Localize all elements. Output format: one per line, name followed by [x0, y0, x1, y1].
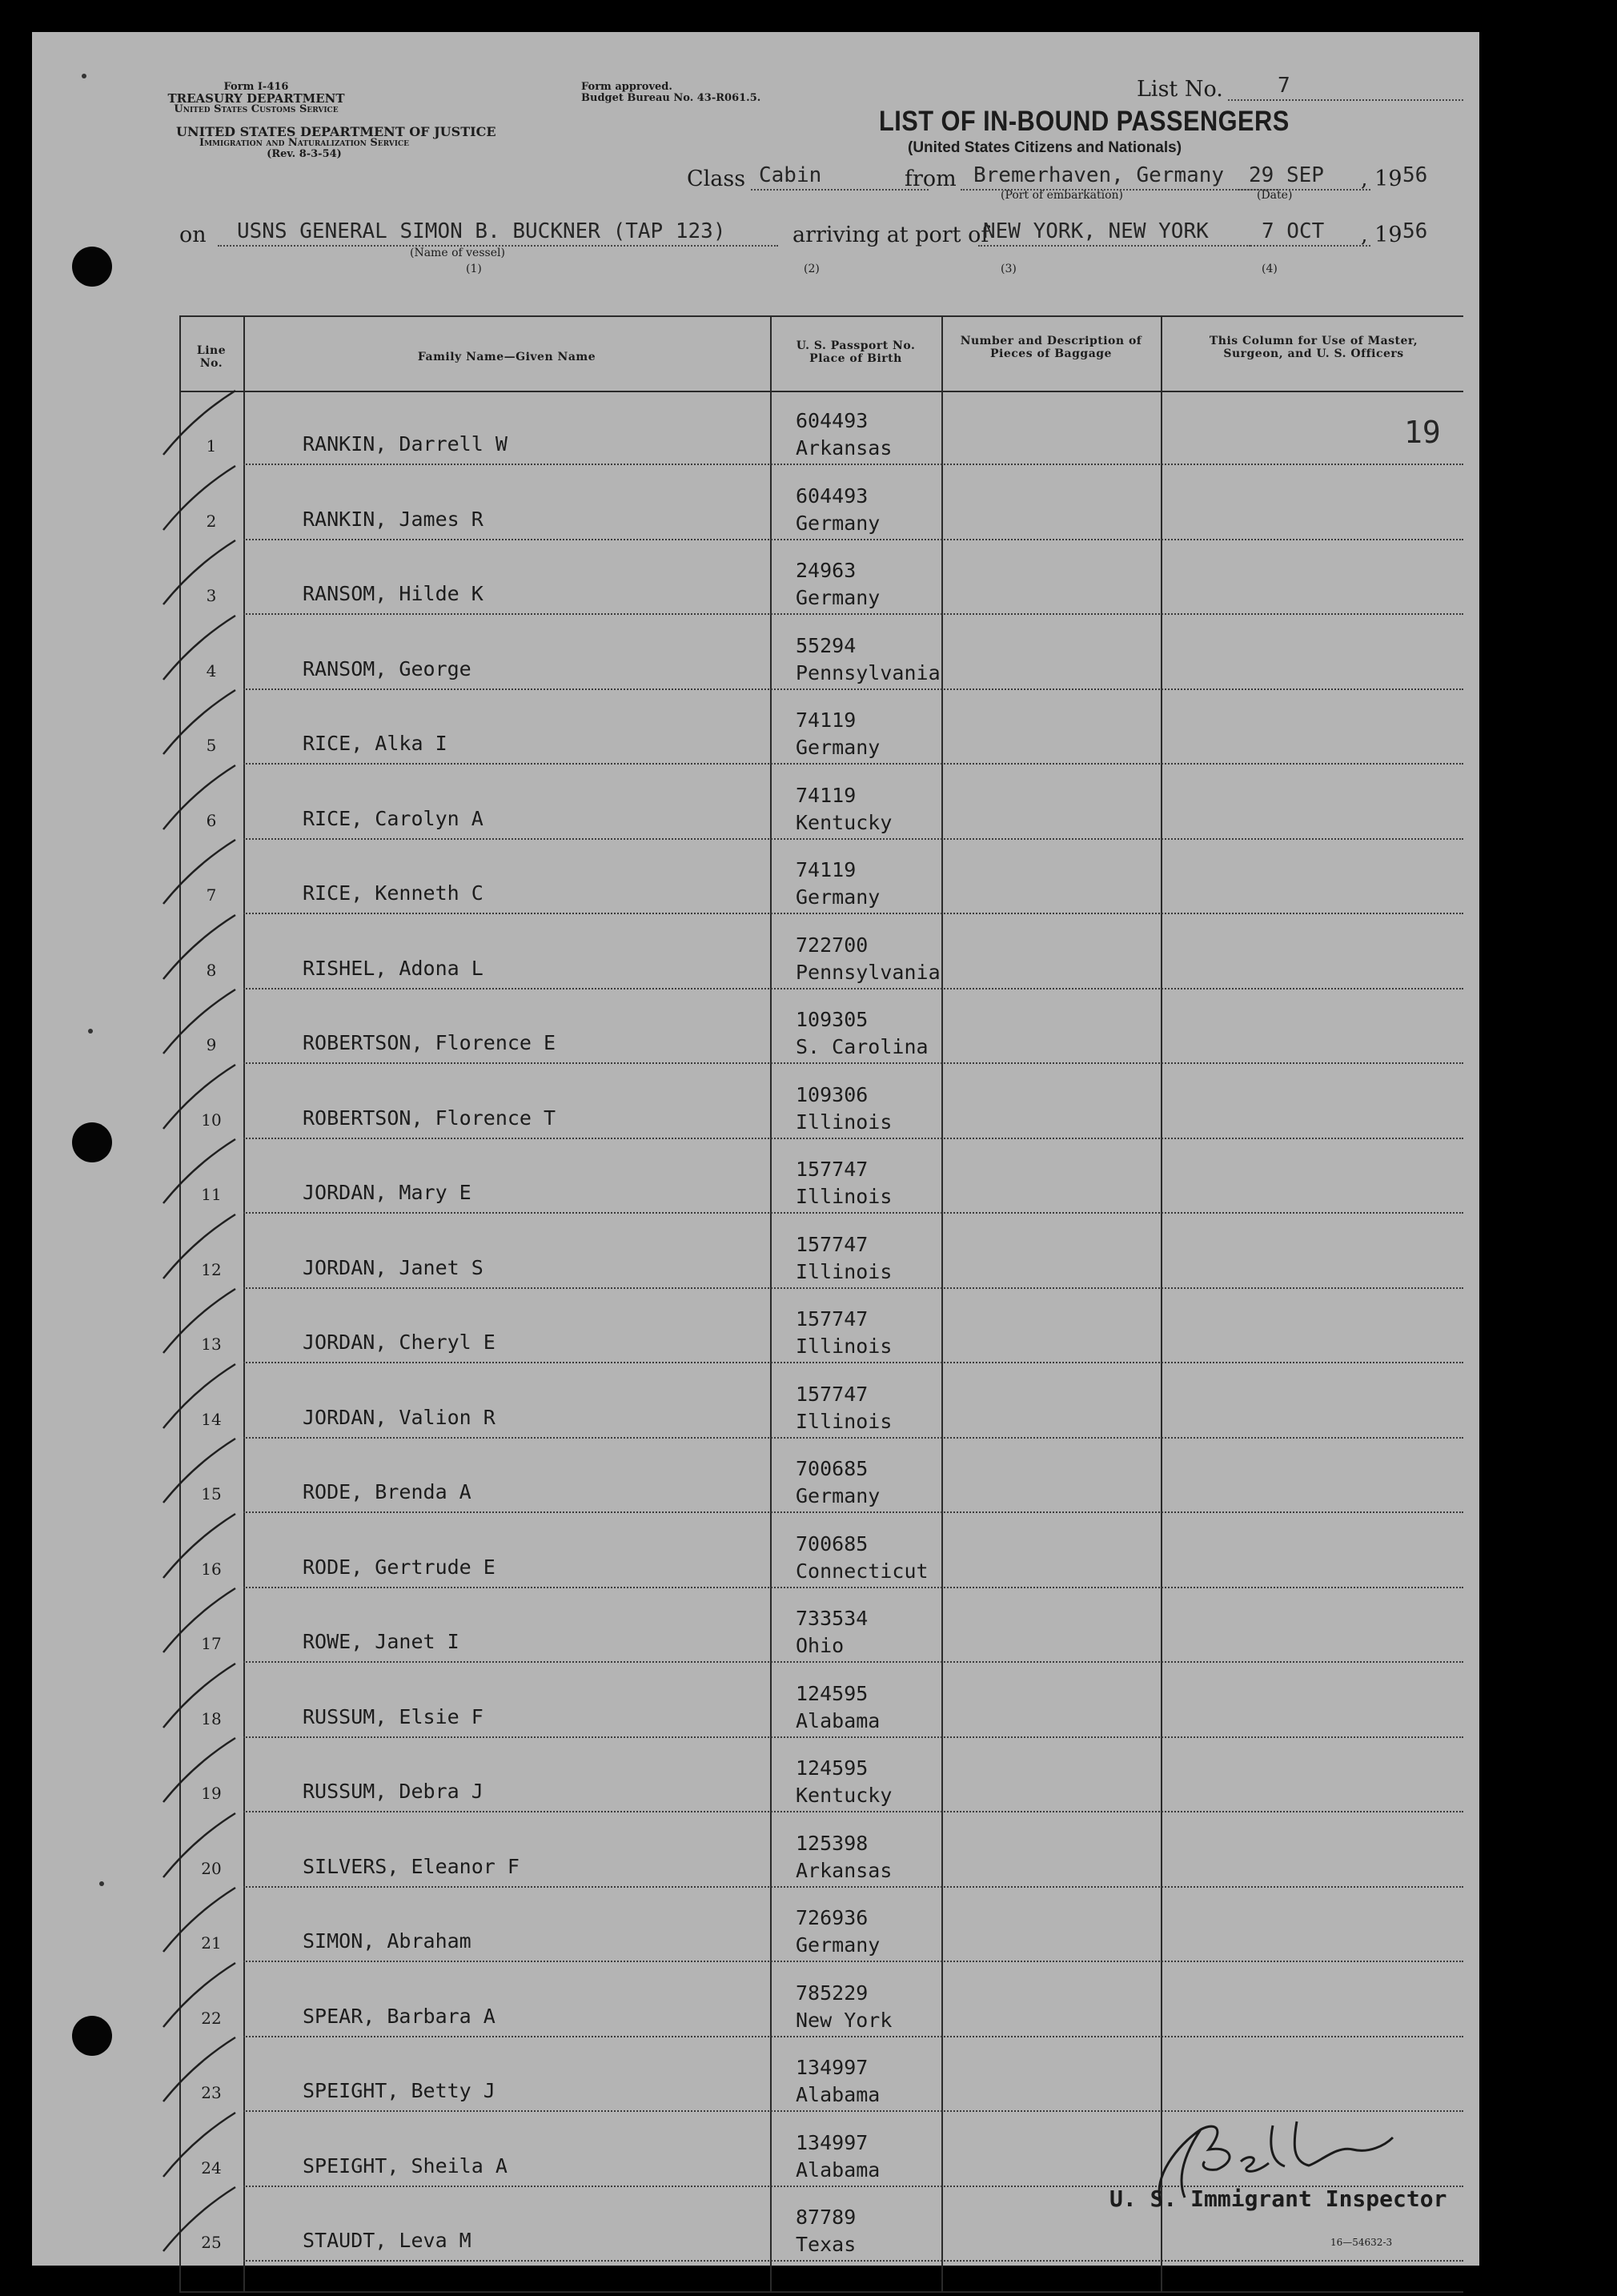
birthplace: Alabama: [796, 1708, 881, 1732]
passenger-name: RICE, Kenneth C: [303, 881, 483, 905]
passport-number: 134997: [796, 2056, 869, 2079]
from-label: from: [905, 167, 957, 191]
passport-birthplace: [796, 1830, 892, 1885]
passenger-table: [179, 315, 1463, 2293]
passenger-name: SILVERS, Eleanor F: [303, 1854, 520, 1878]
table-row: [179, 840, 1463, 914]
passport-number: 74119: [796, 708, 857, 732]
check-stroke: [163, 1439, 235, 1503]
table-row: [179, 1214, 1463, 1289]
birthplace: Germany: [796, 885, 881, 909]
class-value: Cabin: [759, 163, 822, 187]
justice-dept: UNITED STATES DEPARTMENT OF JUSTICE: [176, 124, 496, 139]
passport-birthplace: [796, 1006, 929, 1061]
line-number: 13: [201, 1335, 222, 1354]
birthplace: Arkansas: [796, 436, 893, 460]
vessel-caption: (Name of vessel): [410, 247, 505, 259]
check-stroke: [163, 616, 235, 680]
table-row: [179, 915, 1463, 989]
check-stroke: [163, 840, 235, 904]
passport-number: 604493: [796, 484, 869, 508]
check-stroke: [163, 391, 235, 455]
check-stroke: [163, 915, 235, 979]
passport-number: 109306: [796, 1082, 869, 1106]
birthplace: Illinois: [796, 1259, 893, 1283]
arrival-port-line: [978, 245, 1250, 247]
check-stroke: [163, 1888, 235, 1952]
passport-birthplace: [796, 1755, 892, 1809]
embark-port: Bremerhaven, Germany: [973, 163, 1225, 187]
passport-birthplace: [796, 857, 880, 911]
line-number: 4: [206, 660, 217, 680]
line-number: 8: [206, 960, 217, 980]
page-title: LIST OF IN-BOUND PASSENGERS: [879, 106, 1290, 137]
passport-birthplace: [796, 707, 880, 761]
birthplace: Pennsylvania: [796, 660, 941, 684]
passport-number: 124595: [796, 1756, 869, 1780]
agency-block: [160, 82, 352, 115]
passport-birthplace: [796, 1455, 880, 1510]
on-label: on: [179, 223, 207, 247]
table-row: [179, 1364, 1463, 1439]
check-stroke: [163, 2037, 235, 2101]
customs-service: United States Customs Service: [174, 103, 339, 115]
line-number: 16: [201, 1559, 222, 1579]
birthplace: Kentucky: [796, 1784, 893, 1807]
date-caption: (Date): [1257, 189, 1293, 202]
check-stroke: [163, 1065, 235, 1129]
passenger-name: JORDAN, Janet S: [303, 1255, 483, 1279]
line-number: 10: [201, 1110, 222, 1130]
line-number: 1: [206, 436, 217, 456]
birthplace: New York: [796, 2008, 893, 2032]
passenger-name: STAUDT, Leva M: [303, 2229, 471, 2252]
passport-number: 109305: [796, 1008, 869, 1031]
line-number: 14: [201, 1409, 222, 1429]
list-no-line: [1228, 99, 1463, 101]
passport-number: 157747: [796, 1158, 869, 1181]
table-top-border: [179, 315, 1463, 317]
check-stroke: [163, 540, 235, 604]
table-row: [179, 391, 1463, 465]
passport-birthplace: [796, 1531, 929, 1585]
check-stroke: [163, 466, 235, 530]
revision: (Rev. 8-3-54): [267, 148, 342, 160]
class-label: Class: [687, 167, 746, 191]
birthplace: Illinois: [796, 1185, 893, 1208]
passport-birthplace: [796, 2129, 880, 2184]
margin-dot: [88, 1029, 93, 1034]
birthplace: Alabama: [796, 2083, 881, 2106]
passenger-name: JORDAN, Mary E: [303, 1181, 471, 1204]
passport-birthplace: [796, 782, 892, 837]
col-header-passport: U. S. Passport No. Place of Birth: [796, 339, 916, 365]
passenger-name: ROWE, Janet I: [303, 1630, 459, 1653]
passport-birthplace: [796, 2204, 856, 2258]
check-stroke: [163, 2113, 235, 2177]
class-line: [751, 189, 929, 191]
vessel-name: USNS GENERAL SIMON B. BUCKNER (TAP 123): [237, 219, 726, 243]
passport-birthplace: [796, 1231, 892, 1286]
passport-number: 55294: [796, 633, 857, 657]
inspector-title: U. S. Immigrant Inspector: [1109, 2186, 1447, 2212]
line-number: 11: [201, 1185, 222, 1204]
passport-number: 125398: [796, 1831, 869, 1855]
officer-note: 19: [1404, 415, 1441, 450]
line-number: 7: [206, 885, 217, 905]
passport-birthplace: [796, 1680, 880, 1735]
passenger-name: RICE, Carolyn A: [303, 806, 483, 830]
table-row: [179, 540, 1463, 615]
birthplace: Alabama: [796, 2158, 881, 2182]
col-header-baggage: Number and Description of Pieces of Baggage: [960, 335, 1142, 360]
passport-number: 785229: [796, 1981, 869, 2005]
passenger-name: RODE, Gertrude E: [303, 1555, 496, 1579]
passport-number: 157747: [796, 1307, 869, 1331]
passport-birthplace: [796, 632, 941, 687]
ins-service: Immigration and Naturalization Service: [199, 137, 409, 149]
passenger-name: RUSSUM, Debra J: [303, 1780, 483, 1803]
margin-dot: [82, 74, 86, 78]
check-stroke: [163, 1214, 235, 1278]
passenger-name: ROBERTSON, Florence E: [303, 1031, 556, 1054]
line-number: 25: [201, 2233, 222, 2252]
caption-1: (1): [466, 263, 482, 275]
passport-number: 74119: [796, 783, 857, 807]
table-row: [179, 466, 1463, 540]
check-mark: [147, 2171, 259, 2259]
passport-number: 87789: [796, 2206, 857, 2229]
passport-number: 726936: [796, 1906, 869, 1929]
form-approved: Form approved.: [581, 81, 672, 93]
birthplace: Illinois: [796, 1110, 893, 1134]
embark-year-prefix: , 19: [1361, 167, 1402, 191]
birthplace: Germany: [796, 1484, 881, 1507]
passenger-name: SIMON, Abraham: [303, 1929, 471, 1953]
table-row: [179, 1065, 1463, 1139]
passport-birthplace: [796, 1082, 892, 1136]
passenger-name: RANKIN, Darrell W: [303, 432, 508, 456]
line-number: 6: [206, 810, 217, 830]
list-no-value: 7: [1278, 74, 1290, 98]
table-row: [179, 616, 1463, 690]
caption-2: (2): [804, 263, 820, 275]
check-stroke: [163, 1963, 235, 2027]
birthplace: Pennsylvania: [796, 960, 941, 984]
form-number: Form I-416: [223, 81, 289, 93]
birthplace: Ohio: [796, 1634, 845, 1657]
table-row: [179, 1514, 1463, 1588]
passport-number: 604493: [796, 409, 869, 432]
punch-hole-1: [72, 247, 112, 287]
birthplace: Germany: [796, 511, 881, 535]
passenger-name: JORDAN, Cheryl E: [303, 1331, 496, 1354]
line-number: 2: [206, 511, 217, 531]
birthplace: Germany: [796, 586, 881, 609]
row-divider: [243, 2260, 1463, 2262]
margin-dot: [99, 1881, 104, 1886]
page-subtitle: (United States Citizens and Nationals): [908, 139, 1182, 156]
table-row: [179, 1289, 1463, 1363]
port-caption: (Port of embarkation): [1001, 189, 1123, 202]
check-stroke: [163, 1738, 235, 1802]
birthplace: Illinois: [796, 1409, 893, 1433]
line-number: 3: [206, 586, 217, 605]
check-stroke: [163, 765, 235, 829]
birthplace: Kentucky: [796, 810, 893, 834]
arrival-date-line: [1250, 245, 1370, 247]
passenger-name: SPEIGHT, Betty J: [303, 2079, 496, 2102]
passport-number: 24963: [796, 559, 857, 582]
table-row: [179, 2037, 1463, 2112]
embark-year: 56: [1402, 163, 1428, 187]
check-stroke: [163, 1364, 235, 1428]
passport-birthplace: [796, 1980, 892, 2034]
passport-birthplace: [796, 1306, 892, 1360]
check-stroke: [163, 690, 235, 754]
passport-birthplace: [796, 1605, 868, 1660]
arrival-date: 7 OCT: [1262, 219, 1325, 243]
arrival-year-prefix: , 19: [1361, 223, 1402, 247]
check-stroke: [163, 1813, 235, 1877]
passenger-name: RICE, Alka I: [303, 732, 447, 755]
embark-date: 29 SEP: [1249, 163, 1324, 187]
passport-number: 74119: [796, 858, 857, 881]
table-row: [179, 1139, 1463, 1214]
passport-number: 157747: [796, 1232, 869, 1256]
check-stroke: [163, 989, 235, 1054]
passport-number: 700685: [796, 1457, 869, 1480]
passenger-name: SPEAR, Barbara A: [303, 2004, 496, 2028]
passenger-name: RANSOM, George: [303, 656, 471, 680]
passport-birthplace: [796, 932, 941, 986]
passenger-name: SPEIGHT, Sheila A: [303, 2154, 508, 2178]
passenger-name: RANKIN, James R: [303, 507, 483, 531]
birthplace: Germany: [796, 736, 881, 759]
treasury-dept: TREASURY DEPARTMENT: [167, 91, 345, 106]
birthplace: Arkansas: [796, 1858, 893, 1882]
birthplace: Texas: [796, 2233, 857, 2256]
passport-birthplace: [796, 2054, 880, 2109]
col-header-officers: This Column for Use of Master, Surgeon, and U. S. Officers: [1209, 335, 1418, 360]
table-row: [179, 1738, 1463, 1812]
birthplace: S. Carolina: [796, 1035, 929, 1058]
line-number: 19: [201, 1784, 222, 1803]
birthplace: Germany: [796, 1933, 881, 1957]
col-header-line: Line No.: [196, 344, 227, 370]
passport-number: 722700: [796, 933, 869, 957]
justice-block: [176, 124, 496, 160]
check-stroke: [163, 1139, 235, 1203]
check-stroke: [163, 1514, 235, 1578]
table-row: [179, 1664, 1463, 1738]
passport-birthplace: [796, 407, 892, 462]
line-number: 15: [201, 1484, 222, 1503]
table-row: [179, 1963, 1463, 2037]
passport-number: 700685: [796, 1531, 869, 1555]
passport-number: 134997: [796, 2130, 869, 2154]
document-page: [32, 32, 1479, 2266]
passport-number: 157747: [796, 1382, 869, 1406]
punch-hole-2: [72, 1122, 112, 1162]
caption-4: (4): [1262, 263, 1278, 275]
line-number: 23: [201, 2083, 222, 2102]
arriving-label: arriving at port of: [792, 223, 989, 247]
passenger-name: JORDAN, Valion R: [303, 1405, 496, 1429]
passport-birthplace: [796, 1381, 892, 1435]
passenger-name: RANSOM, Hilde K: [303, 582, 483, 605]
line-number: 20: [201, 1858, 222, 1878]
line-number: 18: [201, 1708, 222, 1728]
check-stroke: [163, 1289, 235, 1353]
passport-birthplace: [796, 557, 880, 612]
table-row: [179, 765, 1463, 840]
passport-birthplace: [796, 1905, 880, 1959]
check-stroke: [163, 2187, 235, 2251]
arrival-year: 56: [1402, 219, 1428, 243]
passenger-name: RISHEL, Adona L: [303, 956, 483, 980]
line-number: 21: [201, 1933, 222, 1953]
check-stroke: [163, 1664, 235, 1728]
budget-bureau: Budget Bureau No. 43-R061.5.: [581, 92, 761, 104]
check-stroke: [163, 1588, 235, 1652]
table-row: [179, 1439, 1463, 1513]
birthplace: Illinois: [796, 1335, 893, 1358]
approval-block: [581, 82, 760, 104]
passenger-name: ROBERTSON, Florence T: [303, 1106, 556, 1130]
arrival-port: NEW YORK, NEW YORK: [983, 219, 1209, 243]
line-number: 17: [201, 1634, 222, 1653]
passenger-name: RUSSUM, Elsie F: [303, 1704, 483, 1728]
line-number: 5: [206, 736, 217, 755]
list-no-label: List No.: [1137, 77, 1223, 102]
passport-birthplace: [796, 483, 880, 537]
passport-birthplace: [796, 1156, 892, 1210]
punch-hole-3: [72, 2016, 112, 2056]
passport-number: 124595: [796, 1681, 869, 1705]
caption-3: (3): [1001, 263, 1017, 275]
table-row: [179, 690, 1463, 765]
table-row: [179, 1813, 1463, 1888]
birthplace: Connecticut: [796, 1559, 929, 1583]
table-row: [179, 1888, 1463, 1962]
passport-number: 733534: [796, 1607, 869, 1630]
table-row: [179, 1588, 1463, 1663]
form-code: 16—54632-3: [1330, 2237, 1393, 2248]
line-number: 24: [201, 2158, 222, 2178]
line-number: 22: [201, 2008, 222, 2028]
passenger-name: RODE, Brenda A: [303, 1480, 471, 1503]
line-number: 9: [206, 1035, 217, 1054]
col-header-name: Family Name—Given Name: [417, 351, 596, 363]
line-number: 12: [201, 1259, 222, 1279]
table-bottom-border: [179, 2291, 1463, 2293]
table-row: [179, 989, 1463, 1064]
